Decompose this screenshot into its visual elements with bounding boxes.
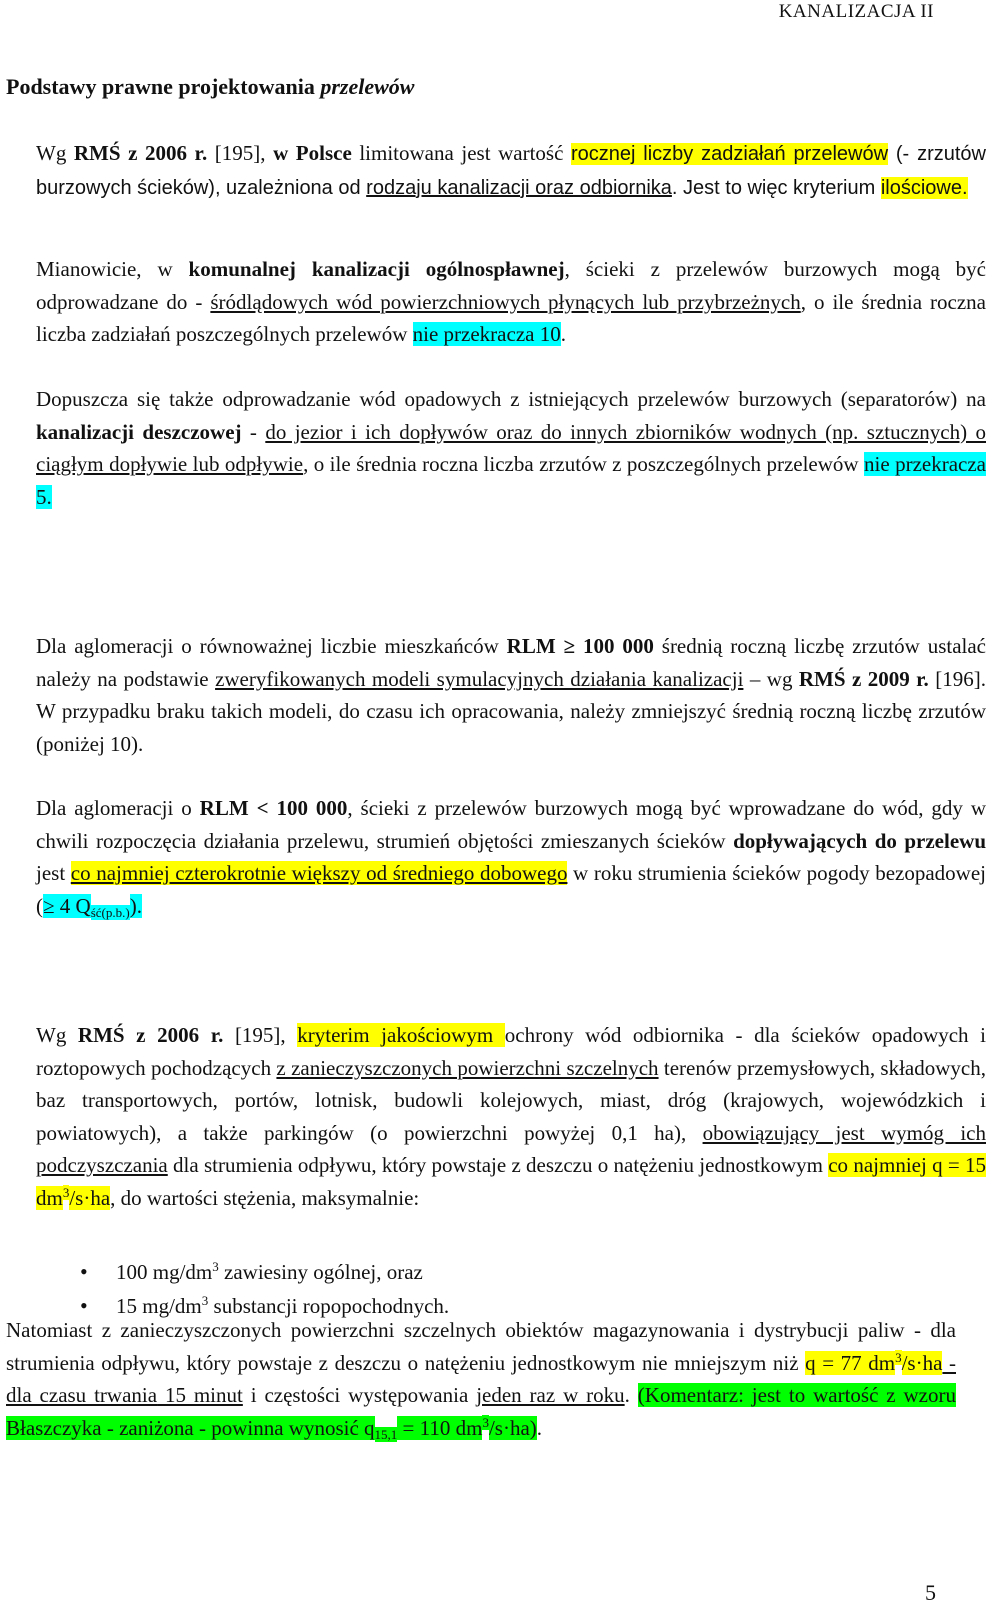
p4-s1: Dla aglomeracji o równoważnej liczbie mieszkańców	[36, 634, 507, 658]
p1-s3: [195],	[207, 141, 274, 165]
bullet-2-b: substancji ropopochodnych.	[208, 1294, 450, 1318]
paragraph-7	[6, 1314, 956, 1444]
title-italic: przelewów	[320, 74, 415, 99]
paragraph-1	[6, 137, 986, 204]
paragraph-4	[6, 630, 986, 760]
p1-s4: w Polsce	[273, 141, 352, 165]
paragraph-2	[6, 253, 986, 351]
p7-s14: /s·ha)	[488, 1415, 537, 1440]
p6-s7: terenów przemysłowych, składowych, baz transportowych, portów, lotnisk, budowli kolejowych, miast, dróg (krajowych, wojewódzkich i powiatowych), a także parkingów (o powierzchni powyżej 0,1 ha),	[36, 1055, 986, 1145]
bullet-2-sup: 3	[201, 1293, 209, 1308]
p7-s11: 15,1	[374, 1426, 398, 1442]
paragraph-3	[6, 383, 986, 513]
p5-s8: ≥ 4 Q	[43, 893, 91, 918]
p2-s1: Mianowicie, w	[36, 257, 189, 281]
running-header: KANALIZACJA II	[778, 1, 934, 22]
p4-s3: średnią roczną liczbę zrzutów ustalać należy na podstawie	[36, 634, 986, 691]
p2-s2: komunalnej kanalizacji ogólnospławnej	[188, 257, 565, 281]
p4-s6: RMŚ z 2009 r.	[798, 666, 929, 691]
p6-s10: co najmniej q = 15 dm	[36, 1153, 986, 1210]
p6-s1: Wg	[36, 1023, 78, 1047]
bullet-2-a: 15 mg/dm	[116, 1294, 202, 1318]
bullet-1-a: 100 mg/dm	[116, 1260, 213, 1284]
bullet-1-sup: 3	[212, 1259, 219, 1274]
p6-s11: 3	[62, 1184, 70, 1200]
p7-s8: jeden raz w roku	[476, 1383, 625, 1407]
title-text: Podstawy prawne projektowania	[6, 74, 321, 99]
p2-s6: nie przekracza 10	[412, 322, 561, 346]
p6-s13: , do wartości stężenia, maksymalnie:	[110, 1185, 420, 1210]
p7-s12: = 110 dm	[397, 1415, 483, 1440]
p5-s4: dopływających do przelewu	[733, 828, 986, 853]
p5-s7: w roku strumienia ścieków pogody bezopadowej (	[36, 861, 986, 918]
p7-s5: - dla czasu trwania	[6, 1350, 956, 1407]
p7-s1: Natomiast z zanieczyszczonych powierzchni szczelnych obiektów magazynowania i dystrybucji paliw - dla strumienia odpływu, który powstaje z deszczu o natężeniu jednostkowym nie mniejszym niż	[6, 1318, 956, 1375]
p4-s2: RLM ≥ 100 000	[506, 634, 654, 658]
p6-s6: z zanieczyszczonych powierzchni szczelnych	[276, 1055, 659, 1080]
p6-s12: /s·ha	[69, 1185, 111, 1210]
paragraph-5	[6, 792, 986, 922]
p3-s1: Dopuszcza się także odprowadzanie wód opadowych z istniejących przelewów burzowych (separatorów) na	[36, 387, 986, 411]
section-title	[6, 74, 414, 100]
p7-s9: .	[624, 1383, 638, 1407]
p4-s5: – wg	[743, 666, 799, 691]
p7-s10: (Komentarz: jest to wartość z wzoru Błaszczyka - zaniżona - powinna wynosić q	[6, 1383, 956, 1440]
p4-s7: [196]. W przypadku braku takich modeli, do czasu ich opracowania, należy zmniejszyć średnią roczną liczbę zrzutów (poniżej 10).	[36, 666, 986, 756]
p6-s2: RMŚ z 2006 r.	[77, 1023, 224, 1047]
bullet-item	[0, 1255, 449, 1289]
p7-s2: q = 77 dm	[805, 1350, 896, 1375]
page-number: 5	[925, 1580, 936, 1605]
p7-s7: i częstości występowania	[242, 1383, 477, 1407]
p5-s2: RLM < 100 000	[199, 796, 348, 820]
bullet-list	[0, 1255, 449, 1323]
p6-s4: kryterim jakościowym	[297, 1023, 505, 1047]
p3-s6: nie przekracza 5.	[36, 452, 986, 509]
p7-s6: 15 minut	[157, 1383, 243, 1407]
p2-s3: , ścieki z przelewów burzowych mogą być odprowadzane do -	[36, 257, 986, 314]
p7-s13: 3	[482, 1414, 489, 1430]
paragraph-6	[6, 1019, 986, 1214]
p2-s4: śródlądowych wód powierzchniowych płynących lub przybrzeżnych	[210, 289, 801, 314]
p1-s7: (- zrzutów burzowych ścieków), uzależniona od	[36, 143, 986, 199]
p7-s4: /s·ha	[901, 1350, 943, 1375]
p6-s8: obowiązujący jest wymóg ich podczyszczania	[36, 1120, 986, 1177]
p3-s4: do jezior i ich dopływów oraz do innych zbiorników wodnych (np. sztucznych) o ciągłym dopływie lub odpływie	[36, 419, 986, 476]
p5-s3: , ścieki z przelewów burzowych mogą być wprowadzane do wód, gdy w chwili rozpoczęcia działania przelewu, strumień objętości zmieszanych ścieków	[36, 796, 986, 853]
p5-s9: ść(p.b.)	[90, 904, 130, 920]
p1-s2: RMŚ z 2006 r.	[73, 141, 208, 165]
p7-s3: 3	[895, 1349, 902, 1365]
p7-s15: .	[536, 1415, 543, 1440]
p1-s8: rodzaju kanalizacji oraz odbiornika	[366, 176, 672, 199]
p1-s1: Wg	[36, 141, 74, 165]
p1-s9: . Jest to więc kryterium	[671, 176, 881, 199]
p5-s5: jest	[36, 861, 71, 885]
p4-s4: zweryfikowanych modeli symulacyjnych działania kanalizacji	[215, 666, 744, 691]
p3-s5: , o ile średnia roczna liczba zrzutów z poszczególnych przelewów	[303, 452, 864, 476]
p6-s9: dla strumienia odpływu, który powstaje z deszczu o natężeniu jednostkowym	[167, 1153, 829, 1177]
p5-s6: co najmniej czterokrotnie większy od średniego dobowego	[70, 861, 568, 885]
p5-s10: ).	[129, 893, 142, 918]
p6-s3: [195],	[223, 1023, 298, 1047]
p3-s2: kanalizacji deszczowej	[36, 419, 242, 444]
p2-s5: , o ile średnia roczna liczba zadziałań poszczególnych przelewów	[36, 289, 986, 346]
p3-s3: -	[241, 419, 266, 444]
p1-s6: rocznej liczby zadziałań przelewów	[570, 143, 889, 165]
p5-s1: Dla aglomeracji o	[36, 796, 200, 820]
p1-s5: limitowana jest wartość	[351, 141, 571, 165]
bullet-1-b: zawiesiny ogólnej, oraz	[218, 1260, 423, 1284]
p2-s7: .	[560, 322, 566, 346]
p6-s5: ochrony wód odbiornika - dla ścieków opadowych i roztopowych pochodzących	[36, 1023, 986, 1080]
p1-s10: ilościowe.	[880, 176, 968, 199]
